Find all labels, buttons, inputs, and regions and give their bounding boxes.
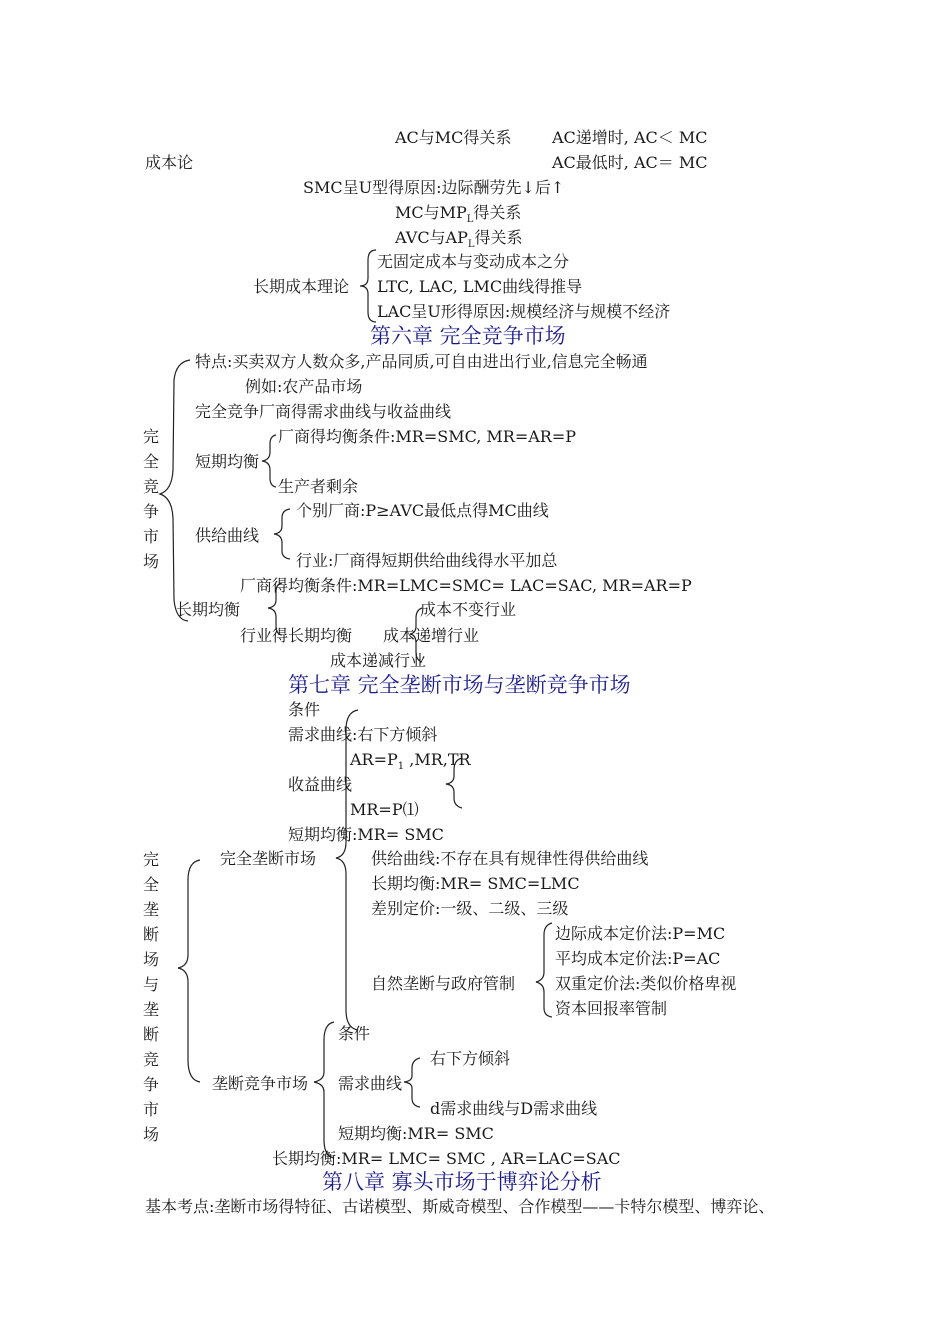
pc-features: 特点:买卖双方人数众多,产品同质,可自由进出行业,信息完全畅通 bbox=[195, 352, 648, 371]
cost-theory: 成本论 bbox=[145, 153, 194, 172]
mc-conditions: 条件 bbox=[338, 1024, 371, 1043]
mc-d-curves: d需求曲线与D需求曲线 bbox=[430, 1099, 598, 1118]
m-supply-curve: 供给曲线:不存在具有规律性得供给曲线 bbox=[371, 849, 649, 868]
lac-u-reason: LAC呈U形得原因:规模经济与规模不经济 bbox=[377, 302, 671, 321]
ac-minimum: AC最低时, AC＝ MC bbox=[552, 153, 708, 172]
mc-market: 垄断竞争市场 bbox=[212, 1074, 309, 1093]
m-short-run: 短期均衡:MR= SMC bbox=[288, 825, 444, 844]
mc-demand-curve: 需求曲线 bbox=[338, 1074, 403, 1093]
m-conditions: 条件 bbox=[288, 700, 321, 719]
m-long-run: 长期均衡:MR= SMC=LMC bbox=[371, 874, 580, 893]
brace-natural-monopoly bbox=[536, 923, 552, 1017]
brace-short-run-eq bbox=[262, 435, 276, 487]
pc-decreasing-cost: 成本递减行业 bbox=[330, 651, 427, 670]
m-mr-p: MR=P⑴ bbox=[350, 800, 419, 819]
ac-mc-relation: AC与MC得关系 bbox=[395, 128, 512, 147]
pc-demand-revenue: 完全竞争厂商得需求曲线与收益曲线 bbox=[195, 402, 452, 421]
smc-u-reason: SMC呈U型得原因:边际酬劳先↓后↑ bbox=[303, 178, 565, 197]
pc-industry-long-run: 行业得长期均衡 bbox=[240, 626, 353, 645]
brace-supply-curve bbox=[274, 509, 290, 559]
pc-example: 例如:农产品市场 bbox=[245, 377, 363, 396]
chapter-8-title: 第八章 寡头市场于博弈论分析 bbox=[322, 1170, 602, 1194]
ch7-vertical-label: 完 全 垄 断 场 与 垄 断 竞 争 市 场 bbox=[142, 850, 159, 1144]
m-rate-of-return: 资本回报率管制 bbox=[555, 999, 668, 1018]
mc-short-run: 短期均衡:MR= SMC bbox=[338, 1124, 494, 1143]
long-run-cost: 长期成本理论 bbox=[253, 277, 350, 296]
brace-perfect-competition bbox=[160, 360, 190, 621]
brace-monopolistic-competition bbox=[314, 1022, 334, 1158]
pc-constant-cost: 成本不变行业 bbox=[420, 600, 517, 619]
brace-long-run-cost bbox=[360, 250, 376, 322]
pc-individual-firm: 个别厂商:P≥AVC最低点得MC曲线 bbox=[296, 501, 549, 520]
avc-apl-relation: AVC与$AP_L$得关系 bbox=[395, 228, 523, 251]
m-dual-pricing: 双重定价法:类似价格卑视 bbox=[555, 974, 737, 993]
mc-mpl-relation: MC与$MP_L$得关系 bbox=[395, 203, 522, 226]
m-demand-curve: 需求曲线:右下方倾斜 bbox=[288, 725, 438, 744]
ac-increasing: AC递增时, AC＜ MC bbox=[552, 128, 708, 147]
pc-producer-surplus: 生产者剩余 bbox=[278, 477, 359, 496]
mc-long-run: 长期均衡:MR= LMC= SMC , AR=LAC=SAC bbox=[272, 1149, 621, 1168]
mc-demand-down: 右下方倾斜 bbox=[430, 1049, 511, 1068]
pc-firm-eq-condition: 厂商得均衡条件:MR=SMC, MR=AR=P bbox=[278, 427, 577, 446]
no-fixed-cost: 无固定成本与变动成本之分 bbox=[377, 252, 570, 271]
brace-monopoly-outer bbox=[178, 860, 200, 1082]
m-average-cost-pricing: 平均成本定价法:P=AC bbox=[555, 949, 721, 968]
chapter-6-title: 第六章 完全竞争市场 bbox=[370, 324, 566, 348]
ch6-vertical-label: 完 全 竞 争 市 场 bbox=[142, 427, 159, 571]
m-natural-monopoly: 自然垄断与政府管制 bbox=[371, 974, 516, 993]
pc-industry: 行业:厂商得短期供给曲线得水平加总 bbox=[296, 551, 558, 570]
m-marginal-cost-pricing: 边际成本定价法:P=MC bbox=[555, 924, 726, 943]
pc-long-run-firm-eq: 厂商得均衡条件:MR=LMC=SMC= LAC=SAC, MR=AR=P bbox=[240, 576, 692, 595]
m-complete-monopoly: 完全垄断市场 bbox=[220, 849, 317, 868]
m-revenue-curve: 收益曲线 bbox=[288, 775, 353, 794]
pc-supply-curve: 供给曲线 bbox=[195, 526, 260, 545]
m-ar-mr-tr: $AR=P_1$ ,MR,TR bbox=[350, 750, 471, 773]
m-price-discrimination: 差别定价:一级、二级、三级 bbox=[371, 899, 569, 918]
ch8-key-points: 基本考点:垄断市场得特征、古诺模型、斯威奇模型、合作模型——卡特尔模型、博弈论、 bbox=[145, 1197, 775, 1216]
ltc-lac-lmc: LTC, LAC, LMC曲线得推导 bbox=[377, 277, 583, 296]
pc-increasing-cost: 成本递增行业 bbox=[383, 626, 480, 645]
brace-mc-demand bbox=[404, 1058, 420, 1107]
chapter-7-title: 第七章 完全垄断市场与垄断竞争市场 bbox=[288, 673, 631, 697]
pc-long-run-eq: 长期均衡 bbox=[176, 600, 241, 619]
pc-short-run-eq: 短期均衡 bbox=[195, 452, 260, 471]
